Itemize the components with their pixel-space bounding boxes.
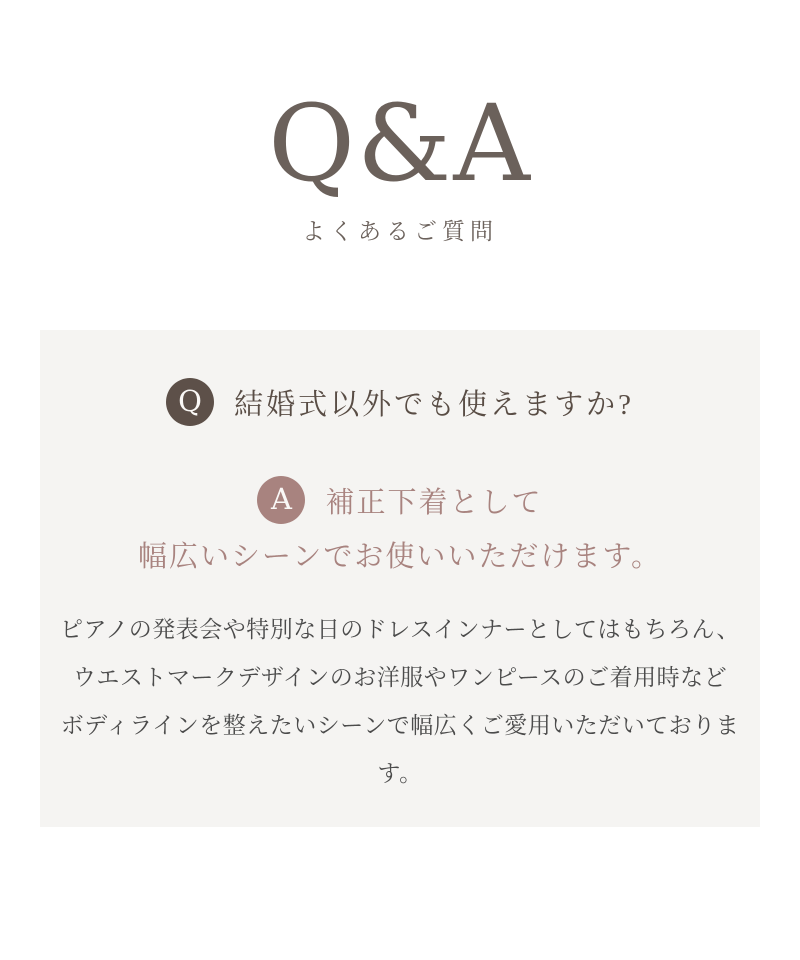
detail-line-2: ウエストマークデザインのお洋服やワンピースのご着用時など <box>72 664 728 691</box>
detail-line-3: ボディラインを整えたいシーンで幅広くご愛用いただいております。 <box>60 712 740 787</box>
qa-title: Q&A <box>268 82 532 205</box>
answer-detail <box>40 605 760 797</box>
qa-header <box>0 0 800 246</box>
answer-badge: A <box>257 476 305 524</box>
question-badge: Q <box>166 378 214 426</box>
qa-card <box>40 330 760 827</box>
answer-row <box>40 476 760 524</box>
answer-line2: 幅広いシーンでお使いいただけます。 <box>137 541 663 574</box>
answer-line1: 補正下着として <box>325 486 543 519</box>
question-row <box>40 378 760 426</box>
qa-subtitle: よくあるご質問 <box>302 219 498 245</box>
answer-block <box>40 476 760 575</box>
detail-line-1: ピアノの発表会や特別な日のドレスインナーとしてはもちろん、 <box>60 616 740 643</box>
question-text: 結婚式以外でも使えますか? <box>234 388 634 421</box>
